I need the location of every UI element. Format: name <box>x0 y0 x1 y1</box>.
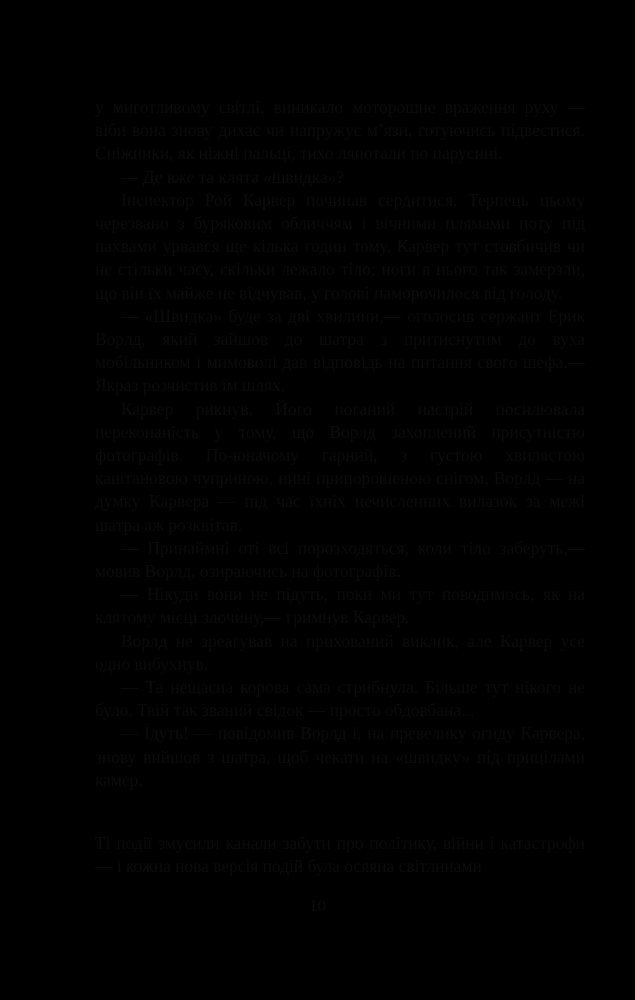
paragraph: Ворлд не зреагував на прихований виклик, але Карвер усе одно вибухнув. <box>95 630 585 674</box>
paragraph: — «Швидка» буде за дві хвилини,— оголосив сержант Ерик Ворлд, який зайшов до шатра з притиснутим до вуха мобільником і мимоволі дав відповідь на питання свого шефа.— Якраз розчистив їм шлях. <box>95 305 585 396</box>
paragraph: — Їдуть! — повідомив Ворлд і, на превелику огиду Карвера, знову вийшов з шатра, щоб чекати на «швидку» під прицілами камер. <box>95 723 585 790</box>
paragraph: — Принаймні оті всі порозходяться, коли тіло заберуть,— мовив Ворлд, озираючись на фотографів. <box>95 537 585 582</box>
page-number: 10 <box>309 896 326 915</box>
paragraph: Карвер рикнув. Його поганий настрій посилювала переконаність у тому, що Ворлд захоплений присутністю фотографів. По-юначому гарний, з густою хвилястою каштановою чуприною, нині припорошеною снігом, Ворлд — на думку Карвера — під час їхніх нечисленних вилазок за межі шатра аж розквітав. <box>95 398 585 535</box>
paragraph: — Нікуди вони не підуть, поки ми тут поводимось, як на клятому місці злочину,— гримнув Карвер. <box>95 584 585 628</box>
main-text <box>95 96 585 792</box>
paragraph: — Де вже та клята «швидка»? <box>121 166 345 187</box>
section-paragraph: Ті події змусили канали забути про політику, війни і катастрофи — і кожна нова версія подій була осяяна світлинами <box>95 833 585 877</box>
section-text <box>95 832 585 878</box>
paragraph: Інспектор Рой Карвер починав сердитися. Терпець цьому черезвано з буряковим обличчям і вічними плямами поту під пахвами урвався ще кілька годин тому. Карвер тут стовбичив чи не стільки часу, скільки лежало тіло; ноги в нього так замерзли, що він їх майже не відчував, у голові паморочилося від голоду. <box>95 189 585 303</box>
paragraph: — Та нещасна корова сама стрибнула. Більше тут нікого не було. Твій так званий свідок — просто обдовбана... <box>95 677 585 721</box>
paragraph-continuation: у миготливому світлі, виникало моторошне враження руху — віби вона знову дихає чи напружує м’язи, готуючись підвестися. Сніжинки, як ніжні пальці, тихо ляпотали по парусині. <box>95 97 585 164</box>
